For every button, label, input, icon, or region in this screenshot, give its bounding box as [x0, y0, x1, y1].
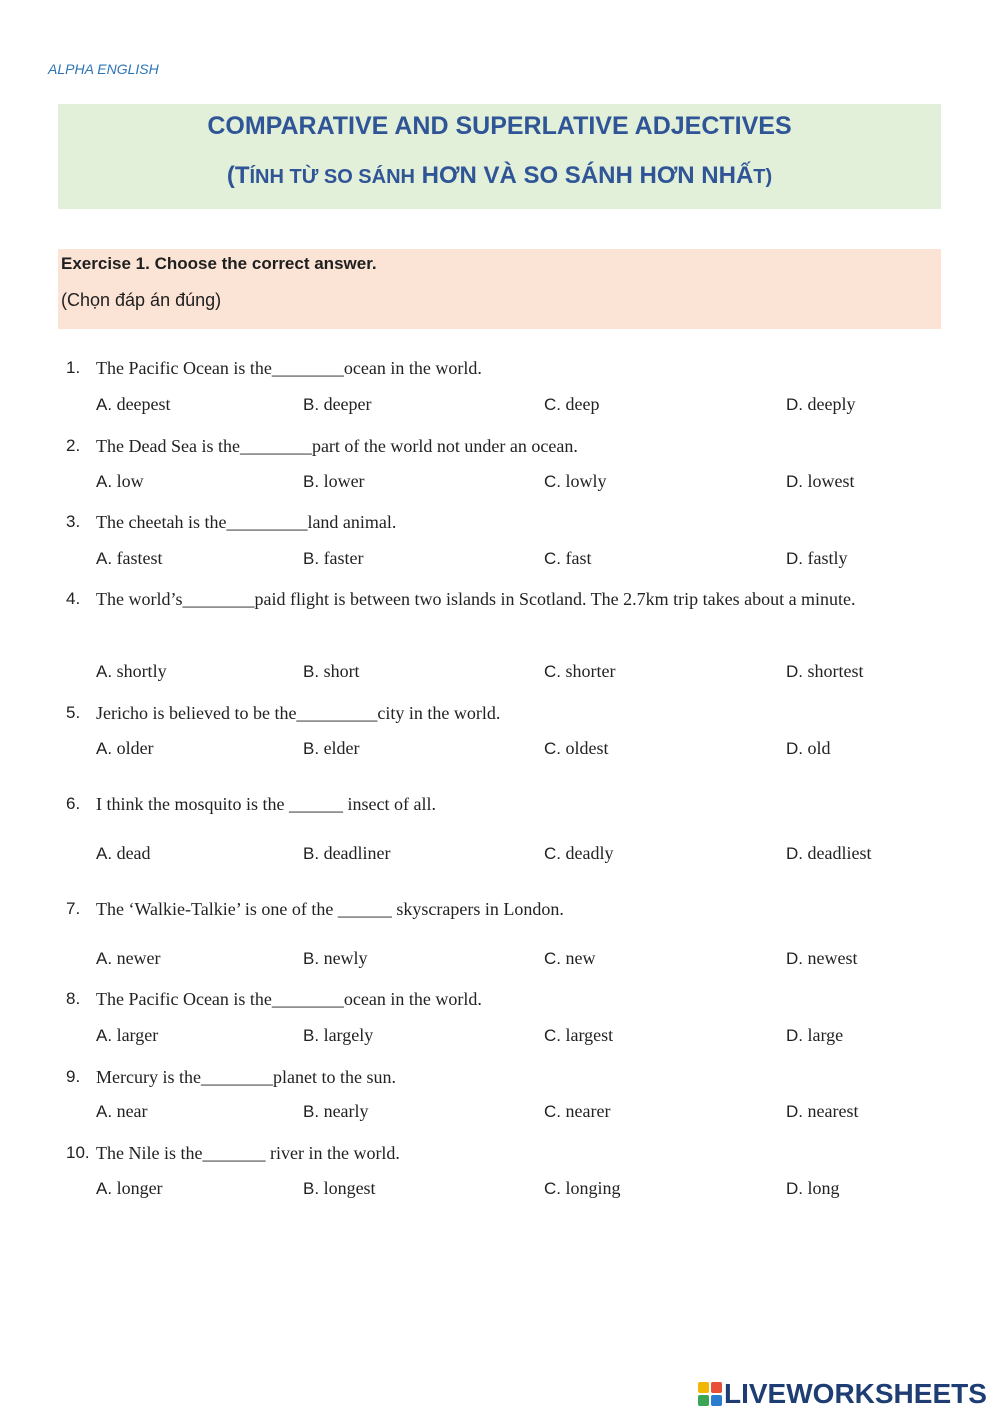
liveworksheets-logo [698, 1378, 987, 1410]
answer-option[interactable]: B. faster [303, 548, 364, 568]
answer-option[interactable]: C. deadly [544, 843, 614, 863]
question-9-options [0, 1101, 1000, 1131]
page-subtitle [58, 162, 941, 190]
question-number: 3. [66, 512, 81, 531]
answer-option[interactable]: D. old [786, 738, 831, 758]
exercise-banner [58, 249, 941, 329]
answer-option[interactable]: D. newest [786, 948, 858, 968]
subtitle-part2: HƠN VÀ SO SÁNH HƠN NHẤ [414, 162, 754, 189]
answer-option[interactable]: D. shortest [786, 661, 864, 681]
question-text: The Pacific Ocean is the________ocean in the world. [96, 989, 482, 1009]
question-text: Jericho is believed to be the_________city in the world. [96, 703, 501, 723]
question-6-options [0, 843, 1000, 873]
answer-option[interactable]: D. long [786, 1178, 840, 1198]
answer-option[interactable]: A. dead [96, 843, 151, 863]
answer-option[interactable]: C. largest [544, 1025, 614, 1045]
subtitle-part3: T) [753, 166, 773, 188]
answer-option[interactable]: D. large [786, 1025, 844, 1045]
question-number: 6. [66, 794, 81, 813]
answer-option[interactable]: B. nearly [303, 1101, 369, 1121]
answer-option[interactable]: D. fastly [786, 548, 848, 568]
answer-option[interactable]: C. deep [544, 394, 600, 414]
answer-option[interactable]: A. longer [96, 1178, 163, 1198]
answer-option[interactable]: A. low [96, 471, 144, 491]
page-title: COMPARATIVE AND SUPERLATIVE ADJECTIVES [207, 112, 792, 140]
answer-option[interactable]: C. shorter [544, 661, 616, 681]
answer-option[interactable]: C. oldest [544, 738, 609, 758]
question-text: I think the mosquito is the ______ insect of all. [96, 794, 436, 814]
question-text: The world’s________paid flight is between two islands in Scotland. The 2.7km trip takes about a minute. [96, 589, 856, 609]
question-number: 10. [66, 1143, 90, 1162]
question-number: 5. [66, 703, 81, 722]
answer-option[interactable]: D. nearest [786, 1101, 859, 1121]
answer-option[interactable]: A. near [96, 1101, 148, 1121]
logo-text: LIVEWORKSHEETS [724, 1378, 987, 1409]
answer-option[interactable]: C. lowly [544, 471, 607, 491]
liveworksheets-logo-icon [698, 1382, 722, 1406]
answer-option[interactable]: A. newer [96, 948, 161, 968]
subtitle-open: (T [226, 162, 250, 189]
question-1-options [0, 394, 1000, 424]
answer-option[interactable]: B. elder [303, 738, 360, 758]
answer-option[interactable]: A. deepest [96, 394, 171, 414]
answer-option[interactable]: B. lower [303, 471, 365, 491]
question-text: The Nile is the_______ river in the world. [96, 1143, 400, 1163]
question-text: The cheetah is the_________land animal. [96, 512, 397, 532]
answer-option[interactable]: B. newly [303, 948, 368, 968]
brand-label: ALPHA ENGLISH [48, 61, 159, 77]
answer-option[interactable]: A. fastest [96, 548, 163, 568]
answer-option[interactable]: B. longest [303, 1178, 376, 1198]
exercise-heading: Exercise 1. Choose the correct answer. [61, 254, 377, 273]
question-text: The Dead Sea is the________part of the world not under an ocean. [96, 436, 578, 456]
question-text: Mercury is the________planet to the sun. [96, 1067, 396, 1087]
question-5-options [0, 738, 1000, 768]
question-2-options [0, 471, 1000, 501]
question-number: 9. [66, 1067, 81, 1086]
answer-option[interactable]: B. deadliner [303, 843, 391, 863]
answer-option[interactable]: A. shortly [96, 661, 167, 681]
question-number: 1. [66, 358, 81, 377]
question-number: 2. [66, 436, 81, 455]
question-text: The ‘Walkie-Talkie’ is one of the ______ skyscrapers in London. [96, 899, 564, 919]
answer-option[interactable]: D. deeply [786, 394, 856, 414]
question-8-options [0, 1025, 1000, 1055]
question-text: The Pacific Ocean is the________ocean in the world. [96, 358, 482, 378]
question-number: 8. [66, 989, 81, 1008]
question-number: 4. [66, 589, 81, 608]
answer-option[interactable]: C. fast [544, 548, 592, 568]
question-10-options [0, 1178, 1000, 1208]
answer-option[interactable]: B. largely [303, 1025, 374, 1045]
answer-option[interactable]: C. longing [544, 1178, 621, 1198]
question-number: 7. [66, 899, 81, 918]
question-4-options [0, 661, 1000, 691]
answer-option[interactable]: C. new [544, 948, 596, 968]
exercise-subheading: (Chọn đáp án đúng) [61, 290, 222, 310]
answer-option[interactable]: B. deeper [303, 394, 372, 414]
answer-option[interactable]: A. larger [96, 1025, 159, 1045]
title-banner [58, 104, 941, 209]
subtitle-part1: ÍNH TỪ SO SÁNH [249, 166, 415, 188]
answer-option[interactable]: C. nearer [544, 1101, 611, 1121]
answer-option[interactable]: D. lowest [786, 471, 855, 491]
question-7-options [0, 948, 1000, 978]
answer-option[interactable]: A. older [96, 738, 154, 758]
answer-option[interactable]: D. deadliest [786, 843, 872, 863]
answer-option[interactable]: B. short [303, 661, 360, 681]
question-3-options [0, 548, 1000, 578]
